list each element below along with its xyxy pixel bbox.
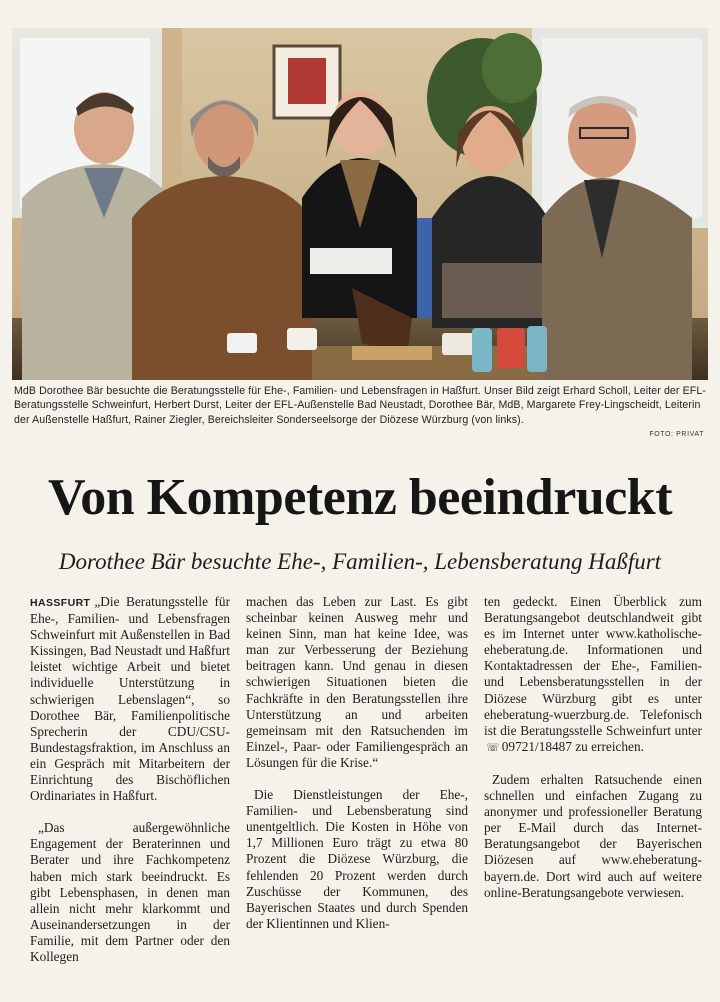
photo-credit: FOTO: PRIVAT [649,431,704,438]
paragraph: Zudem erhalten Ratsuchende einen schnellen und einfachen Zugang zu anonymer und professioneller Beratung per E-Mail durch das Internet-Beratungsangebot der Bayerischen Diözesen auf www.eheberatung-bayern.de. Dort wird auch auf weitere online-Beratungsangebote verwiesen. [484,771,702,900]
subheadline: Dorothee Bär besuchte Ehe-, Familien-, Lebensberatung Haßfurt [58,549,662,574]
caption-text: MdB Dorothee Bär besuchte die Beratungsstelle für Ehe-, Familien- und Lebensfragen in Haßfurt. Unser Bild zeigt Erhard Scholl, Leiter der EFL-Beratungsstelle Schweinfurt, Herbert Durst, Leiter der EFL-Außenstelle Bad Neustadt, Dorothee Bär, MdB, Margarete Frey-Lingscheidt, Leiterin der Außenstelle Haßfurt, Rainer Ziegler, Bereichsleiter Sonderseelsorge der Diözese Würzburg (von links). [14,385,706,426]
headline: Von Kompetenz beeindruckt [47,469,673,526]
telephone-icon: ☏ [486,741,500,754]
dateline: HASSFURT [30,597,91,609]
paragraph-text: zu erreichen. [575,738,644,754]
article-column-3 [484,594,702,901]
paragraph-text: ten gedeckt. Einen Überblick zum Beratungsangebot deutschlandweit gibt es im Internet unter www.katholische-eheberatung.de. Informationen und Kontaktadressen der Ehe-, Familien- und Lebensberatungsstellen in der Diözese Würzburg gibt es unter eheberatung-wuerzburg.de. Telefonisch ist die Beratungsstelle Schweinfurt unter [484,594,702,738]
paragraph-text: „Die Beratungsstelle für Ehe-, Familien- und Lebensfragen Schweinfurt mit Außenstellen in Bad Kissingen, Bad Neustadt und Haßfurt leistet wichtige Arbeit und bietet individuelle Unterstützung in schwierigen Lebenslagen“, so Dorothee Bär, Familienpolitische Sprecherin der CDU/CSU-Bundestagsfraktion, im Anschluss an ein Gespräch mit Mitarbeitern der Einrichtung des Bischöflichen Ordinariates in Haßfurt. [30,594,230,804]
photo-caption [14,384,706,438]
paragraph [484,594,702,756]
article-column-2 [246,594,468,932]
phone-number: 09721/18487 [501,738,572,754]
paragraph [30,594,230,804]
paragraph: Die Dienstleistungen der Ehe-, Familien- und Lebensberatung sind unentgeltlich. Die Kosten in Höhe von 1,7 Millionen Euro trägt zu etwa 80 Prozent die Diözese Würzburg, die fehlenden 20 Prozent werden durch Zuschüsse der Kommunen, des Bayerischen Staates und durch Spenden der Klientinnen und Klien- [246,787,468,931]
paragraph: „Das außergewöhnliche Engagement der Beraterinnen und Berater und ihre Fachkompetenz haben mich stark beeindruckt. Es gibt Lebensphasen, in denen man allein nicht mehr klarkommt und Auseinandersetzungen in der Familie, mit dem Partner oder den Kollegen [30,820,230,964]
group-photo-illustration [12,28,708,380]
group-photo [12,28,708,380]
paragraph: machen das Leben zur Last. Es gibt scheinbar keinen Ausweg mehr und keinen Sinn, man hat keine Idee, was man zur Verbesserung der Beziehung beitragen kann. Und genau in diesen schwierigen Situationen bieten die Fachkräfte in den Beratungsstellen ihre Unterstützung an und arbeiten gemeinsam mit den Ratsuchenden im Einzel-, Paar- oder Familiengespräch an Lösungen für die Krise.“ [246,594,468,770]
article-column-1 [30,594,230,965]
